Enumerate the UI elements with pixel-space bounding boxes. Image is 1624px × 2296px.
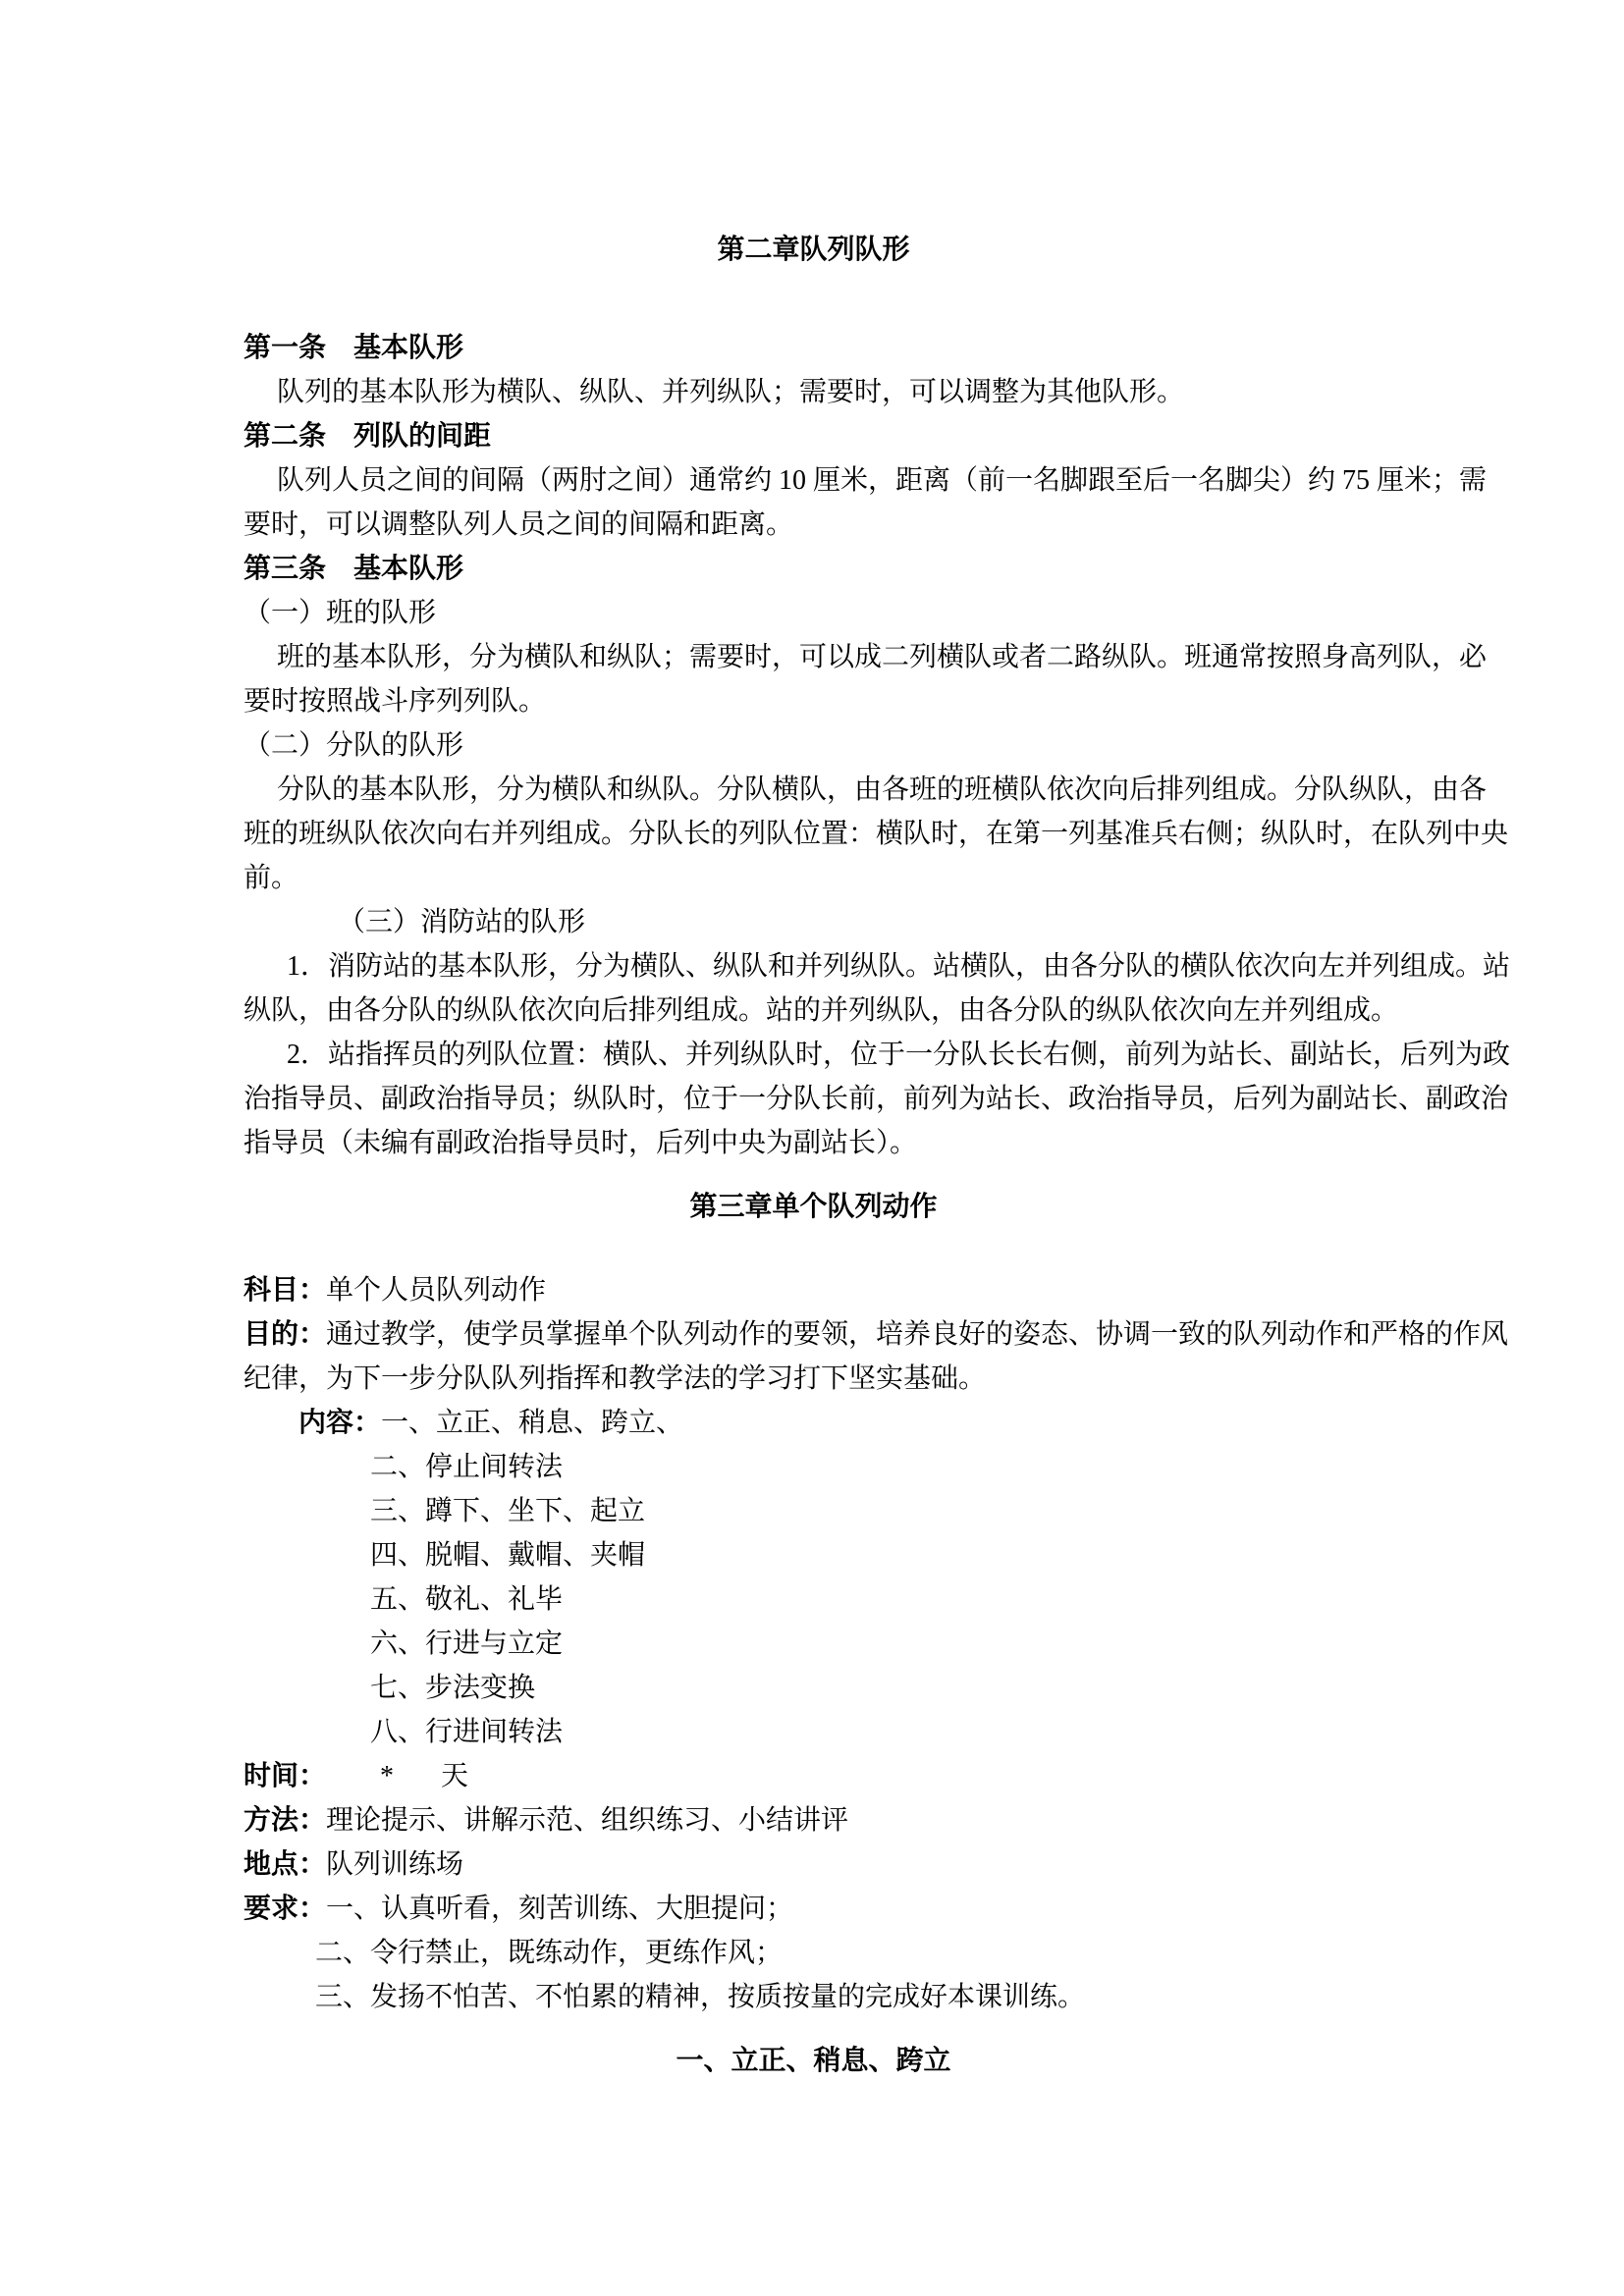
place-label: 地点：	[244, 1849, 327, 1880]
chapter3-title: 第三章单个队列动作	[689, 1192, 938, 1222]
article3-item2-line: 班的班纵队依次向右并列组成。分队长的列队位置：横队时，在第一列基准兵右侧；纵队时，在队列中央	[244, 819, 1509, 849]
content-item: 七、步法变换	[370, 1673, 536, 1703]
content-item: 三、蹲下、坐下、起立	[370, 1496, 646, 1526]
article3-item1-heading: （一）班的队形	[244, 598, 437, 628]
article3-item2-heading: （二）分队的队形	[244, 730, 464, 761]
purpose-line	[244, 1312, 1509, 1357]
purpose-line: 纪律，为下一步分队队列指挥和教学法的学习打下坚实基础。	[244, 1363, 987, 1394]
place-value: 队列训练场	[326, 1849, 464, 1880]
subject-line	[244, 1268, 1383, 1312]
content-item: 六、行进与立定	[370, 1629, 564, 1659]
time-unit: 天	[441, 1761, 469, 1791]
requirement-item: 一、认真听看，刻苦训练、大胆提问；	[326, 1894, 794, 1924]
article3-item2-line: 前。	[244, 863, 299, 893]
content-item: 四、脱帽、戴帽、夹帽	[370, 1540, 646, 1571]
content-item: 一、立正、稍息、跨立、	[381, 1408, 684, 1438]
method-label: 方法：	[244, 1805, 327, 1836]
article3-item1-line: 要时按照战斗序列列队。	[244, 686, 547, 717]
requirement-item: 二、令行禁止，既练动作，更练作风；	[315, 1938, 784, 1968]
method-value: 理论提示、讲解示范、组织练习、小结讲评	[326, 1805, 849, 1836]
content-label: 内容：	[298, 1408, 382, 1438]
subject-value: 单个人员队列动作	[326, 1275, 547, 1306]
article3-item3-para2-line: 2．站指挥员的列队位置：横队、并列纵队时，位于一分队长长右侧，前列为站长、副站长，后列为政	[287, 1040, 1511, 1070]
article2-body-line: 队列人员之间的间隔（两肘之间）通常约 10 厘米，距离（前一名脚跟至后一名脚尖）约 75 厘米；需	[277, 465, 1488, 496]
article3-item3-para1-line: 1．消防站的基本队形，分为横队、纵队和并列纵队。站横队，由各分队的横队依次向左并列组成。站	[287, 951, 1511, 982]
time-label: 时间：	[244, 1761, 327, 1791]
article3-item3-para1-line: 纵队，由各分队的纵队依次向后排列组成。站的并列纵队，由各分队的纵队依次向左并列组成。	[244, 995, 1399, 1026]
purpose-text: 通过教学，使学员掌握单个队列动作的要领，培养良好的姿态、协调一致的队列动作和严格的作风	[326, 1319, 1509, 1350]
section1-title: 一、立正、稍息、跨立	[676, 2046, 951, 2076]
requirement-item: 三、发扬不怕苦、不怕累的精神，按质按量的完成好本课训练。	[315, 1982, 1086, 2012]
time-line	[244, 1754, 1383, 1798]
article3-item3-para2-line: 治指导员、副政治指导员；纵队时，位于一分队长前，前列为站长、政治指导员，后列为副站长、副政治	[244, 1084, 1509, 1114]
content-item: 八、行进间转法	[370, 1717, 564, 1747]
article2-body-line: 要时，可以调整队列人员之间的间隔和距离。	[244, 509, 794, 540]
content-item: 五、敬礼、礼毕	[370, 1584, 564, 1615]
article3-item1-line: 班的基本队形，分为横队和纵队；需要时，可以成二列横队或者二路纵队。班通常按照身高列队，必	[277, 642, 1488, 672]
article3-heading: 第三条 基本队形	[244, 554, 464, 584]
content-line	[244, 1401, 1383, 1445]
content-item: 二、停止间转法	[370, 1452, 564, 1482]
article3-item2-line: 分队的基本队形，分为横队和纵队。分队横队，由各班的班横队依次向后排列组成。分队纵队，由各	[277, 774, 1488, 805]
method-line	[244, 1798, 1383, 1842]
article3-item3-para2-line: 指导员（未编有副政治指导员时，后列中央为副站长）。	[244, 1128, 918, 1158]
purpose-label: 目的：	[244, 1319, 327, 1350]
requirement-line	[244, 1887, 1383, 1931]
article1-body-line: 队列的基本队形为横队、纵队、并列纵队；需要时，可以调整为其他队形。	[277, 377, 1185, 407]
article1-heading: 第一条 基本队形	[244, 333, 464, 363]
article3-item3-heading: （三）消防站的队形	[338, 907, 586, 937]
place-line	[244, 1842, 1383, 1887]
time-value: *	[380, 1761, 395, 1791]
article2-heading: 第二条 列队的间距	[244, 421, 492, 452]
chapter2-title: 第二章队列队形	[717, 235, 910, 265]
subject-label: 科目：	[244, 1275, 327, 1306]
requirement-label: 要求：	[244, 1894, 327, 1924]
